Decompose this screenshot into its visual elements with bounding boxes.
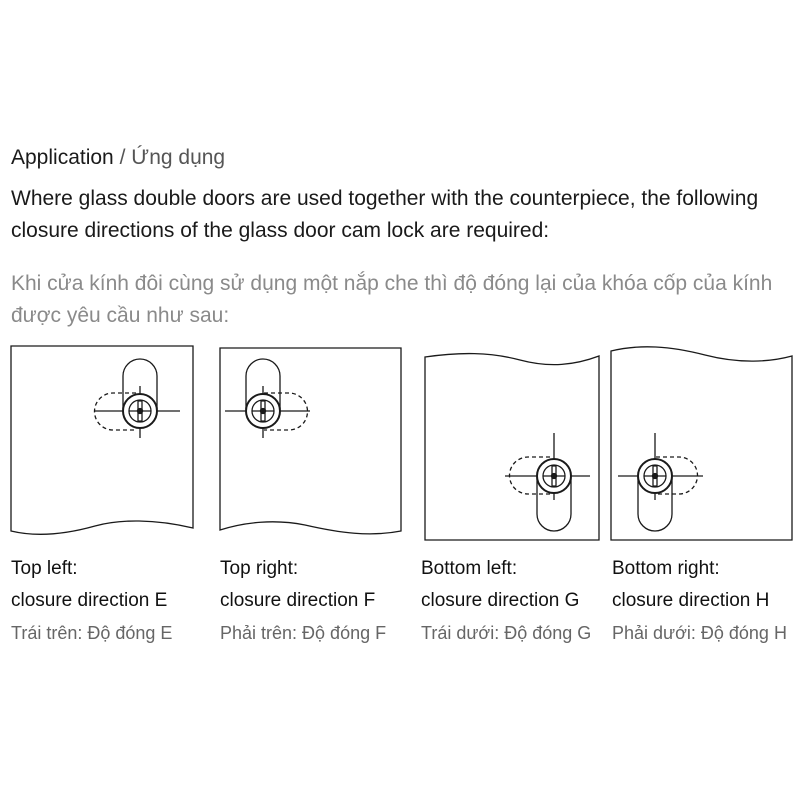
caption-direction: closure direction E [11,590,168,611]
heading-separator: / [119,146,126,169]
caption-position: Top left: [11,558,78,579]
cam-lock-icon [95,359,181,438]
caption-direction: closure direction F [220,590,376,611]
door-panel-top-right [220,348,401,534]
cam-lock-icon [505,433,590,531]
intro-vietnamese-line: được yêu cầu như sau: [11,304,230,327]
caption-position: Bottom left: [421,558,518,579]
caption-top-right [220,557,386,645]
caption-direction: closure direction G [421,590,580,611]
caption-bottom-left [421,557,591,645]
intro-english-line: Where glass double doors are used together with the counterpiece, the following [11,187,759,210]
caption-direction: closure direction H [612,590,770,611]
door-panel-bottom-right [611,347,792,540]
door-panel-top-left [11,346,193,534]
heading-english: Application [11,146,114,169]
cam-lock-icon [618,433,703,531]
door-outline [11,346,193,534]
cam-lock-icon [225,359,310,438]
caption-vietnamese: Phải trên: Độ đóng F [220,623,387,643]
intro-vietnamese-line: Khi cửa kính đôi cùng sử dụng một nắp che thì độ đóng lại của khóa cốp của kính [11,272,773,295]
heading-vietnamese: Ứng dụng [131,146,226,169]
caption-vietnamese: Phải dưới: Độ đóng H [612,623,787,643]
door-outline [220,348,401,534]
caption-bottom-right [612,557,787,645]
intro-english-line: closure directions of the glass door cam lock are required: [11,219,550,242]
door-panel-bottom-left [425,354,599,540]
caption-top-left [11,557,172,645]
door-outline [425,354,599,540]
caption-position: Top right: [220,558,299,579]
caption-vietnamese: Trái dưới: Độ đóng G [421,623,592,643]
caption-position: Bottom right: [612,558,720,579]
caption-vietnamese: Trái trên: Độ đóng E [11,623,173,643]
